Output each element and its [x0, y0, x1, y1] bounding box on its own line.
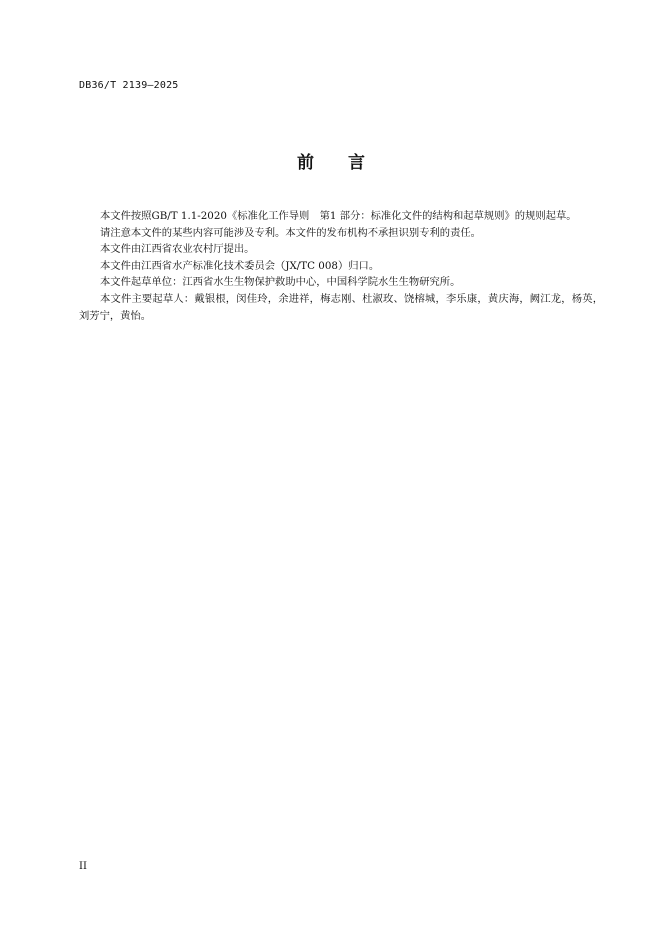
- title-char-2: 言: [348, 153, 365, 173]
- foreword-body: [79, 208, 603, 324]
- paragraph-patent-notice: 请注意本文件的某些内容可能涉及专利。本文件的发布机构不承担识别专利的责任。: [100, 226, 481, 239]
- section-title: [0, 148, 662, 173]
- standard-code: DB36/T 2139—2025: [79, 80, 179, 91]
- paragraph-drafters: 本文件主要起草人：戴银根，闵佳玲，余进祥，梅志刚、杜淑玫、饶榕城，李乐康，黄庆海，阙江龙，杨英，刘芳宁，黄怡。: [79, 292, 603, 322]
- paragraph-proposer: 本文件由江西省农业农村厅提出。: [100, 243, 255, 256]
- page-number: II: [79, 861, 87, 872]
- title-char-1: 前: [297, 153, 314, 173]
- paragraph-centralized-by: 本文件由江西省水产标准化技术委员会（JX/TC 008）归口。: [100, 259, 380, 272]
- paragraph-drafting-rules: 本文件按照GB/T 1.1-2020《标准化工作导则 第1 部分：标准化文件的结构和起草规则》的规则起草。: [100, 210, 577, 222]
- paragraph-drafting-units: 本文件起草单位：江西省水生生物保护救助中心，中国科学院水生生物研究所。: [100, 276, 461, 289]
